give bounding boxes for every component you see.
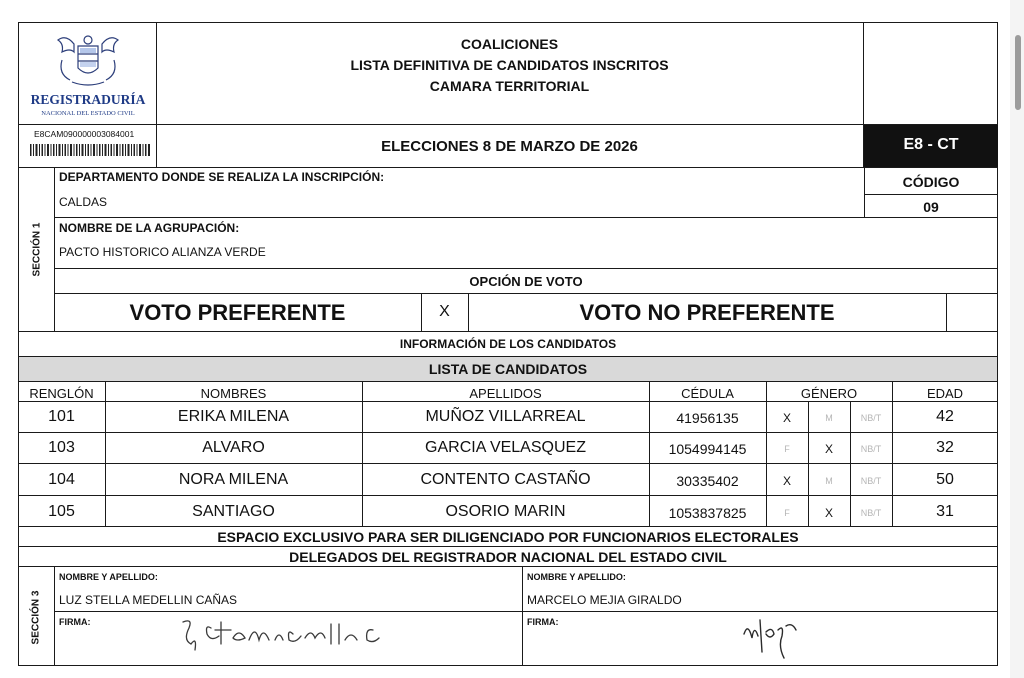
cell-genero-m: X: [824, 442, 833, 456]
candidates-list-title: LISTA DE CANDIDATOS: [428, 361, 588, 377]
cell-cedula: 1054994145: [668, 441, 747, 457]
barcode-icon: [30, 144, 152, 156]
form-code: E8 - CT: [903, 136, 959, 153]
logo-subtitle: NACIONAL DEL ESTADO CIVIL: [41, 110, 135, 117]
voto-preferente-mark: X: [439, 303, 450, 320]
voto-preferente-option: VOTO PREFERENTE: [129, 300, 346, 325]
col-edad: EDAD: [926, 386, 964, 401]
left-signature-label: FIRMA:: [59, 617, 91, 627]
col-nombres: NOMBRES: [200, 386, 267, 401]
cell-edad: 50: [936, 471, 954, 488]
header-line-2: LISTA DEFINITIVA DE CANDIDATOS INSCRITOS: [350, 57, 669, 73]
delegates-title: DELEGADOS DEL REGISTRADOR NACIONAL DEL ESTADO CIVIL: [289, 549, 727, 565]
col-cedula: CÉDULA: [681, 386, 734, 401]
right-delegate-name: MARCELO MEJIA GIRALDO: [527, 593, 682, 607]
cell-edad: 31: [936, 503, 954, 520]
cell-genero-f: X: [782, 474, 791, 488]
cell-genero-nbt: NB/T: [860, 444, 882, 454]
cell-apellidos: CONTENTO CASTAÑO: [420, 471, 591, 488]
cell-apellidos: GARCIA VELASQUEZ: [425, 439, 586, 456]
col-apellidos: APELLIDOS: [469, 386, 542, 401]
right-signature-label: FIRMA:: [527, 617, 559, 627]
section1-label: SECCIÓN 1: [31, 222, 43, 277]
logo-title: REGISTRADURÍA: [30, 92, 146, 107]
cell-genero-nbt: NB/T: [860, 508, 882, 518]
col-genero: GÉNERO: [800, 386, 858, 401]
left-signature-icon: [175, 614, 395, 658]
cell-genero-f: F: [784, 508, 790, 518]
col-renglon: RENGLÓN: [29, 386, 94, 401]
coat-of-arms-icon: [22, 30, 154, 92]
scrollbar-thumb[interactable]: [1015, 35, 1021, 110]
cell-apellidos: MUÑOZ VILLARREAL: [425, 408, 586, 425]
cell-apellidos: OSORIO MARIN: [445, 503, 566, 520]
group-label: NOMBRE DE LA AGRUPACIÓN:: [59, 221, 240, 235]
cell-genero-nbt: NB/T: [860, 413, 882, 423]
candidates-info-title: INFORMACIÓN DE LOS CANDIDATOS: [399, 337, 617, 351]
right-name-label: NOMBRE Y APELLIDO:: [527, 572, 626, 582]
cell-genero-m: X: [824, 506, 833, 520]
department-label: DEPARTAMENTO DONDE SE REALIZA LA INSCRIPCIÓN:: [59, 170, 385, 184]
group-value: PACTO HISTORICO ALIANZA VERDE: [59, 245, 266, 259]
cell-edad: 42: [936, 408, 954, 425]
cell-renglon: 104: [48, 471, 75, 488]
registraduria-logo: [22, 30, 154, 120]
vote-option-label: OPCIÓN DE VOTO: [469, 274, 583, 289]
cell-nombres: ALVARO: [202, 439, 265, 456]
cell-nombres: ERIKA MILENA: [177, 408, 290, 425]
left-delegate-name: LUZ STELLA MEDELLIN CAÑAS: [59, 593, 238, 607]
right-signature-icon: [738, 612, 808, 662]
cell-nombres: NORA MILENA: [178, 471, 289, 488]
left-name-label: NOMBRE Y APELLIDO:: [59, 572, 158, 582]
section3-label: SECCIÓN 3: [30, 590, 42, 645]
cell-renglon: 101: [48, 408, 75, 425]
header-line-3: CAMARA TERRITORIAL: [429, 78, 590, 94]
cell-edad: 32: [936, 439, 954, 456]
exclusive-space-title: ESPACIO EXCLUSIVO PARA SER DILIGENCIADO POR FUNCIONARIOS ELECTORALES: [217, 529, 799, 545]
cell-genero-f: X: [782, 411, 791, 425]
cell-genero-m: M: [825, 476, 833, 486]
code-label: CÓDIGO: [902, 174, 960, 190]
cell-genero-m: M: [825, 413, 833, 423]
cell-genero-f: F: [784, 444, 790, 454]
cell-cedula: 1053837825: [668, 505, 747, 521]
cell-nombres: SANTIAGO: [192, 503, 275, 520]
election-title: ELECCIONES 8 DE MARZO DE 2026: [381, 138, 638, 155]
cell-genero-nbt: NB/T: [860, 476, 882, 486]
cell-renglon: 105: [48, 503, 75, 520]
cell-cedula: 41956135: [676, 410, 739, 426]
voto-no-preferente-option: VOTO NO PREFERENTE: [579, 300, 835, 325]
vertical-scrollbar[interactable]: [1010, 0, 1024, 678]
cell-cedula: 30335402: [676, 473, 739, 489]
code-value: 09: [923, 199, 939, 215]
department-value: CALDAS: [59, 195, 108, 209]
cell-renglon: 103: [48, 439, 75, 456]
barcode-number: E8CAM090000003084001: [34, 129, 135, 139]
header-line-1: COALICIONES: [460, 36, 559, 52]
